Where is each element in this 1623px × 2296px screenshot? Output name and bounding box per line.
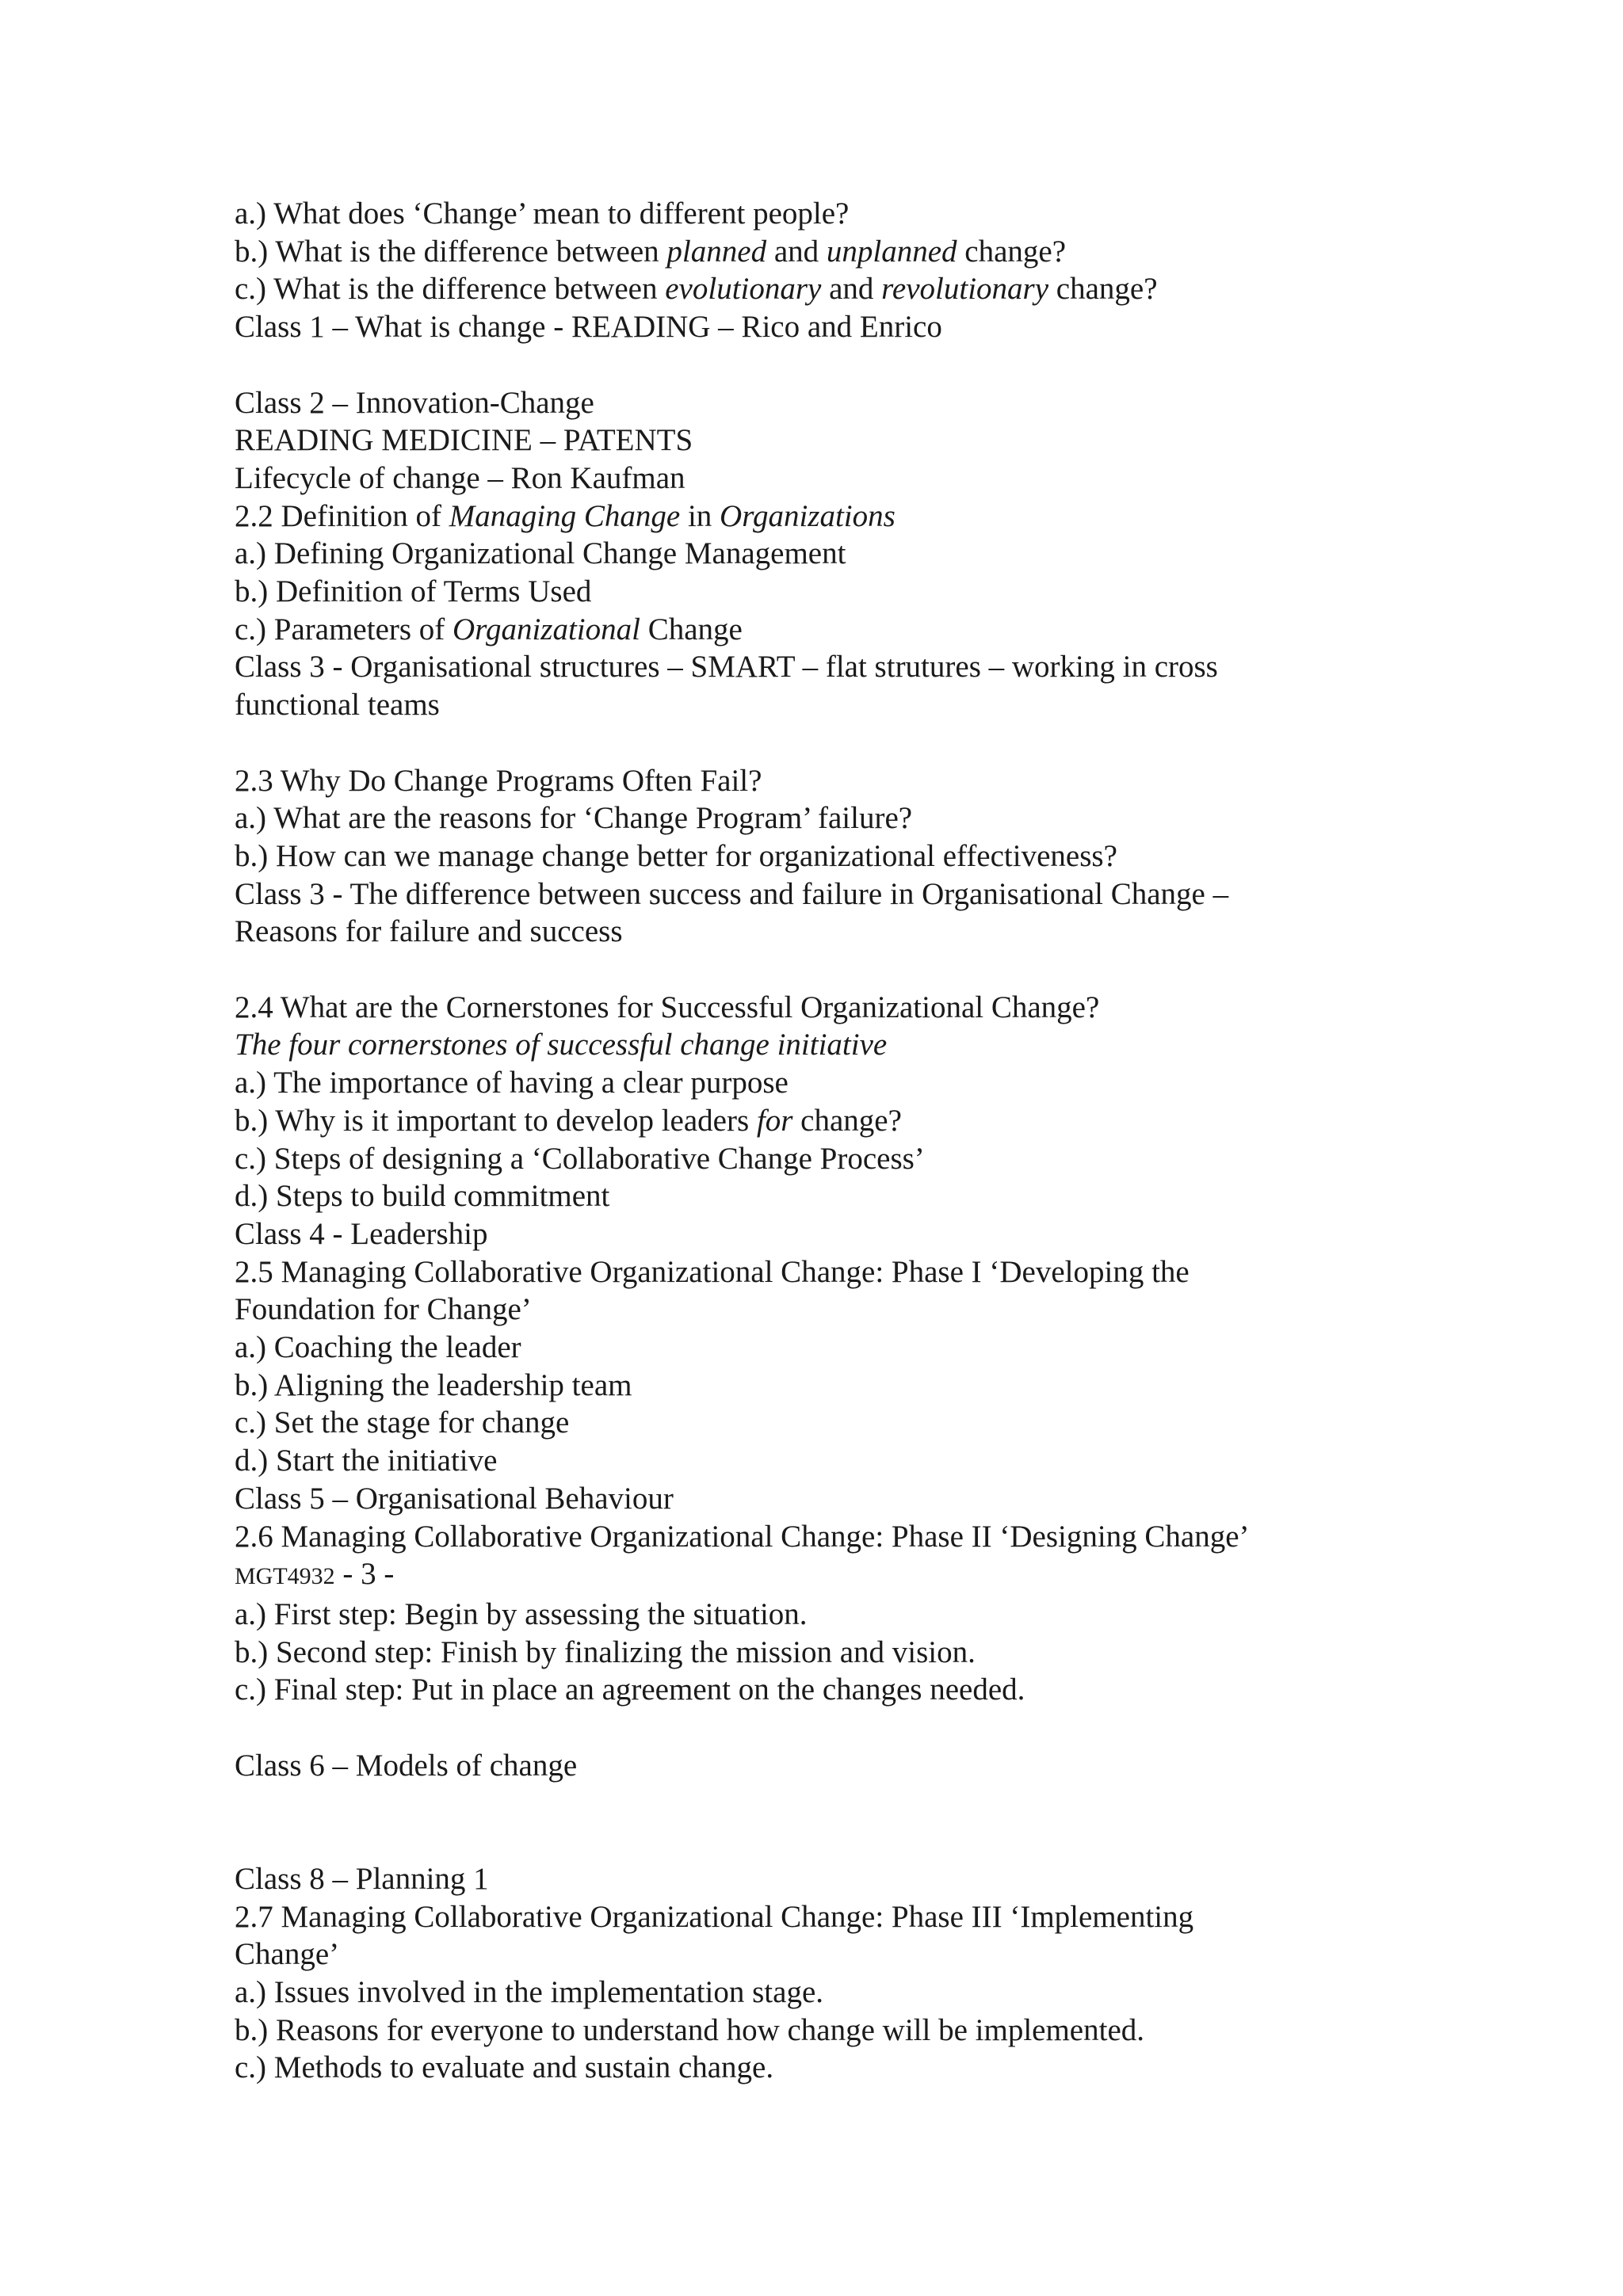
text-line	[235, 1367, 1471, 1405]
text-segment: READING MEDICINE – PATENTS	[235, 423, 693, 458]
text-segment: Class 3 - The difference between success and failure in Organisational Change –	[235, 876, 1229, 911]
text-segment: functional teams	[235, 688, 440, 723]
text-segment: 2.4 What are the Cornerstones for Successful Organizational Change?	[235, 990, 1100, 1024]
text-segment: Class 4 - Leadership	[235, 1216, 488, 1251]
text-segment: in	[680, 498, 720, 533]
text-segment: b.) Definition of Terms Used	[235, 574, 592, 609]
blank-gap	[235, 1784, 1471, 1859]
blank-line	[235, 951, 1471, 989]
text-segment: Change	[640, 612, 743, 646]
text-segment: and	[821, 272, 882, 307]
italic-text: for	[756, 1103, 793, 1138]
text-segment: 2.7 Managing Collaborative Organizational Change: Phase III ‘Implementing	[235, 1899, 1194, 1934]
text-line	[235, 1026, 1471, 1064]
text-segment: b.) Aligning the leadership team	[235, 1367, 632, 1402]
text-line	[235, 1480, 1471, 1518]
text-line	[235, 1596, 1471, 1634]
text-segment: Class 8 – Planning 1	[235, 1861, 489, 1896]
text-segment: change?	[957, 234, 1067, 269]
text-segment: Reasons for failure and success	[235, 914, 623, 949]
text-segment: and	[766, 234, 827, 269]
italic-text: The four cornerstones of successful change initiative	[235, 1028, 888, 1062]
text-segment: a.) Coaching the leader	[235, 1330, 521, 1365]
text-line	[235, 498, 1471, 536]
text-segment: b.) Second step: Finish by finalizing the mission and vision.	[235, 1634, 976, 1669]
text-segment: Class 2 – Innovation-Change	[235, 385, 594, 420]
text-segment: Lifecycle of change – Ron Kaufman	[235, 460, 685, 495]
text-segment: d.) Steps to build commitment	[235, 1179, 610, 1214]
text-line	[235, 1404, 1471, 1442]
text-segment: b.) What is the difference between	[235, 234, 667, 269]
text-line	[235, 421, 1471, 460]
italic-text: planned	[666, 234, 767, 269]
text-segment: Change’	[235, 1937, 340, 1972]
text-line	[235, 1555, 1471, 1596]
text-line	[235, 1747, 1471, 1785]
text-line	[235, 233, 1471, 271]
italic-text: unplanned	[826, 234, 957, 269]
italic-text: evolutionary	[665, 272, 822, 307]
text-line	[235, 1102, 1471, 1140]
blank-line	[235, 1709, 1471, 1747]
italic-text: Organizational	[453, 612, 640, 646]
text-segment: c.) What is the difference between	[235, 272, 666, 307]
blank-line	[235, 346, 1471, 384]
text-segment: a.) What are the reasons for ‘Change Program’ failure?	[235, 801, 913, 836]
document-body	[235, 195, 1471, 2087]
italic-text: revolutionary	[881, 272, 1049, 307]
text-line	[235, 573, 1471, 611]
text-line	[235, 1064, 1471, 1102]
text-segment: Class 5 – Organisational Behaviour	[235, 1481, 674, 1516]
text-segment: b.) Reasons for everyone to understand how change will be implemented.	[235, 2012, 1145, 2047]
text-line	[235, 1253, 1471, 1291]
text-line	[235, 1215, 1471, 1253]
text-line	[235, 1140, 1471, 1178]
text-segment: c.) Steps of designing a ‘Collaborative Change Process’	[235, 1141, 925, 1176]
text-segment: Class 6 – Models of change	[235, 1748, 578, 1783]
text-segment: Class 3 - Organisational structures – SMART – flat strutures – working in cross	[235, 650, 1218, 685]
text-segment: c.) Parameters of	[235, 612, 453, 646]
text-line	[235, 1518, 1471, 1556]
text-segment: 2.6 Managing Collaborative Organizational Change: Phase II ‘Designing Change’	[235, 1519, 1250, 1554]
text-segment: d.) Start the initiative	[235, 1444, 498, 1478]
text-line	[235, 195, 1471, 233]
text-line	[235, 1634, 1471, 1672]
text-line	[235, 648, 1471, 686]
text-line	[235, 1860, 1471, 1898]
text-segment: 2.2 Definition of	[235, 498, 449, 533]
text-segment: - 3 -	[334, 1557, 395, 1592]
text-line	[235, 2012, 1471, 2050]
text-segment: c.) Set the stage for change	[235, 1405, 570, 1440]
text-segment: Class 1 – What is change - READING – Rico and Enrico	[235, 310, 942, 345]
text-line	[235, 460, 1471, 498]
text-line	[235, 989, 1471, 1027]
text-segment: b.) Why is it important to develop leaders	[235, 1103, 757, 1138]
italic-text: Managing Change	[449, 498, 681, 533]
text-line	[235, 1291, 1471, 1329]
text-segment: a.) First step: Begin by assessing the situation.	[235, 1596, 808, 1631]
text-line	[235, 270, 1471, 308]
text-segment: c.) Methods to evaluate and sustain change.	[235, 2050, 774, 2085]
italic-text: Organizations	[720, 498, 896, 533]
text-line	[235, 1936, 1471, 1974]
text-segment: 2.3 Why Do Change Programs Often Fail?	[235, 763, 762, 798]
text-line	[235, 1329, 1471, 1367]
text-segment: a.) What does ‘Change’ mean to different people?	[235, 196, 850, 231]
text-line	[235, 384, 1471, 422]
text-line	[235, 535, 1471, 573]
text-line	[235, 1177, 1471, 1215]
text-segment: a.) The importance of having a clear purpose	[235, 1066, 789, 1100]
text-segment: 2.5 Managing Collaborative Organizational Change: Phase I ‘Developing the	[235, 1254, 1190, 1289]
text-line	[235, 611, 1471, 649]
text-line	[235, 837, 1471, 875]
text-segment: a.) Defining Organizational Change Management	[235, 536, 846, 571]
blank-line	[235, 724, 1471, 762]
text-line	[235, 799, 1471, 837]
text-line	[235, 875, 1471, 913]
text-line	[235, 762, 1471, 800]
text-segment: change?	[792, 1103, 902, 1138]
text-line	[235, 686, 1471, 724]
text-segment: c.) Final step: Put in place an agreement on the changes needed.	[235, 1672, 1025, 1707]
text-line	[235, 1671, 1471, 1709]
text-segment: b.) How can we manage change better for organizational effectiveness?	[235, 838, 1117, 873]
text-line	[235, 913, 1471, 951]
text-segment: change?	[1048, 272, 1158, 307]
text-line	[235, 308, 1471, 346]
text-segment: Foundation for Change’	[235, 1292, 532, 1327]
text-line	[235, 2049, 1471, 2087]
text-line	[235, 1974, 1471, 2012]
text-line	[235, 1898, 1471, 1936]
text-segment: MGT4932	[235, 1563, 335, 1590]
text-segment: a.) Issues involved in the implementation stage.	[235, 1974, 823, 2009]
text-line	[235, 1442, 1471, 1480]
